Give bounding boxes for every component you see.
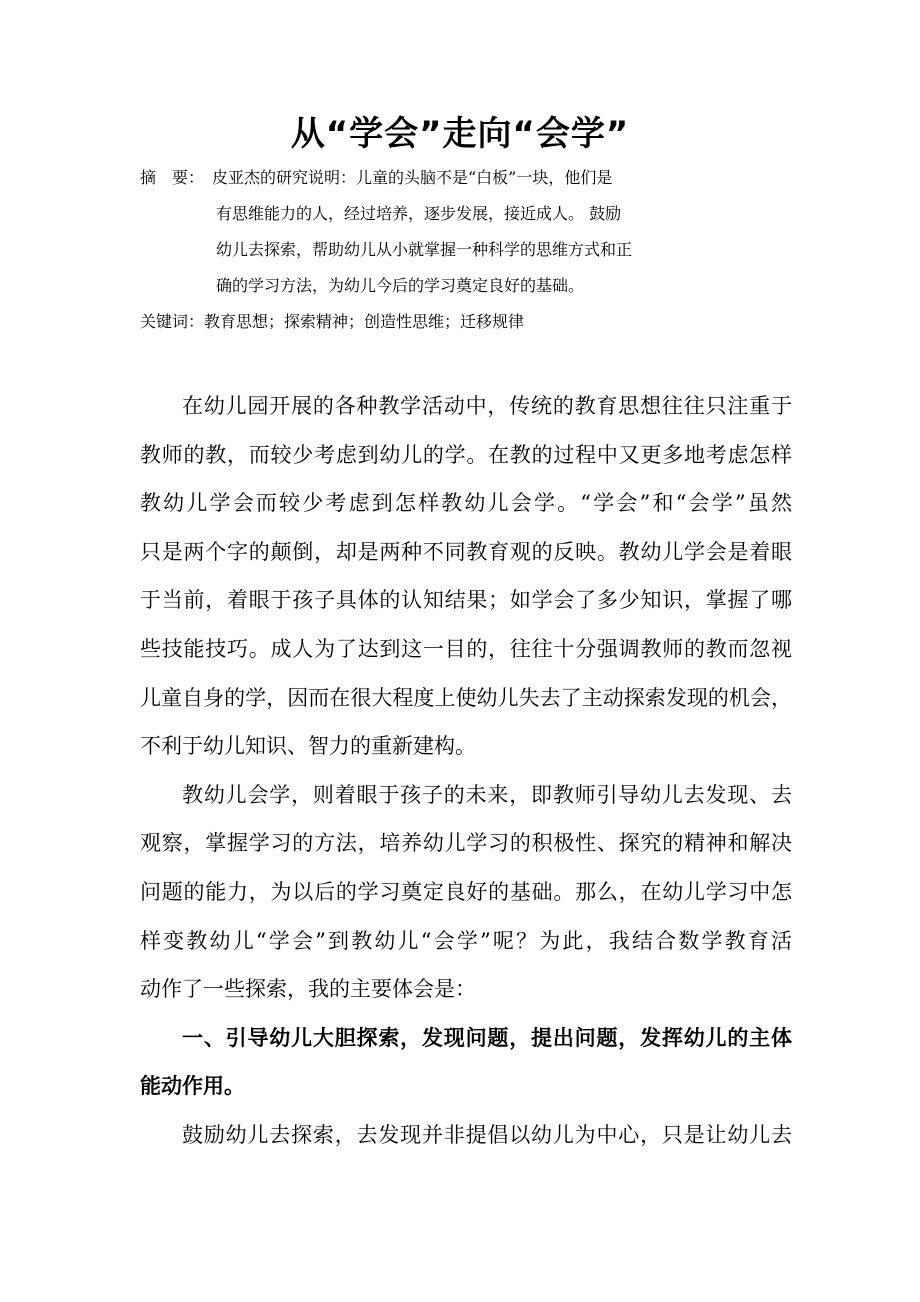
paragraph-line: 教师的教，而较少考虑到幼儿的学。在教的过程中又更多地考虑怎样: [140, 442, 792, 467]
paragraph-line: 教幼儿会学，则着眼于孩子的未来，即教师引导幼儿去发现、去: [182, 782, 792, 807]
abstract-first-row: [140, 160, 720, 196]
paragraph-line: 问题的能力，为以后的学习奠定良好的基础。那么，在幼儿学习中怎: [140, 879, 792, 904]
abstract-section: [140, 160, 720, 340]
paragraph-line: 只是两个字的颠倒，却是两种不同教育观的反映。教幼儿学会是着眼: [140, 539, 792, 564]
abstract-line: 幼儿去探索，帮助幼儿从小就掌握一种科学的思维方式和正: [216, 240, 633, 259]
paragraph-line: 儿童自身的学，因而在很大程度上使幼儿失去了主动探索发现的机会，: [140, 685, 792, 710]
paragraph-line: 观察，掌握学习的方法，培养幼儿学习的积极性、探究的精神和解决: [140, 831, 792, 856]
keywords-label: 关键词：: [140, 312, 205, 331]
section-heading-line: 能动作用。: [140, 1074, 245, 1099]
paragraph-line: 教幼儿学会而较少考虑到怎样教幼儿会学。“学会”和“会学”虽然: [140, 491, 792, 516]
abstract-line: 皮亚杰的研究说明：儿童的头脑不是“白板”一块，他们是: [212, 168, 613, 187]
paragraph-line: 样变教幼儿“学会”到教幼儿“会学”呢？为此，我结合数学教育活: [140, 928, 792, 953]
paragraph-line: 不利于幼儿知识、智力的重新建构。: [140, 734, 476, 759]
abstract-line: 确的学习方法，为幼儿今后的学习奠定良好的基础。: [216, 276, 585, 295]
page-title: 从“学会”走向“会学”: [290, 114, 630, 154]
section-heading-line: 一、引导幼儿大胆探索，发现问题，提出问题，发挥幼儿的主体: [182, 1025, 792, 1050]
paragraph-line: 些技能技巧。成人为了达到这一目的，往往十分强调教师的教而忽视: [140, 636, 792, 661]
paragraph-line: 鼓励幼儿去探索，去发现并非提倡以幼儿为中心，只是让幼儿去: [182, 1122, 792, 1147]
paragraph-line: 动作了一些探索，我的主要体会是：: [140, 977, 476, 1002]
abstract-line: 有思维能力的人，经过培养，逐步发展，接近成人。 鼓励: [216, 204, 622, 223]
abstract-label: 摘 要：: [140, 168, 205, 187]
paragraph-line: 在幼儿园开展的各种教学活动中，传统的教育思想往往只注重于: [182, 394, 792, 418]
paragraph-line: 于当前，着眼于孩子具体的认知结果；如学会了多少知识，掌握了哪: [140, 588, 792, 613]
keywords-text: 教育思想；探索精神；创造性思维；迁移规律: [204, 312, 525, 331]
keywords-row: [140, 304, 720, 340]
body-text: [140, 382, 792, 1160]
